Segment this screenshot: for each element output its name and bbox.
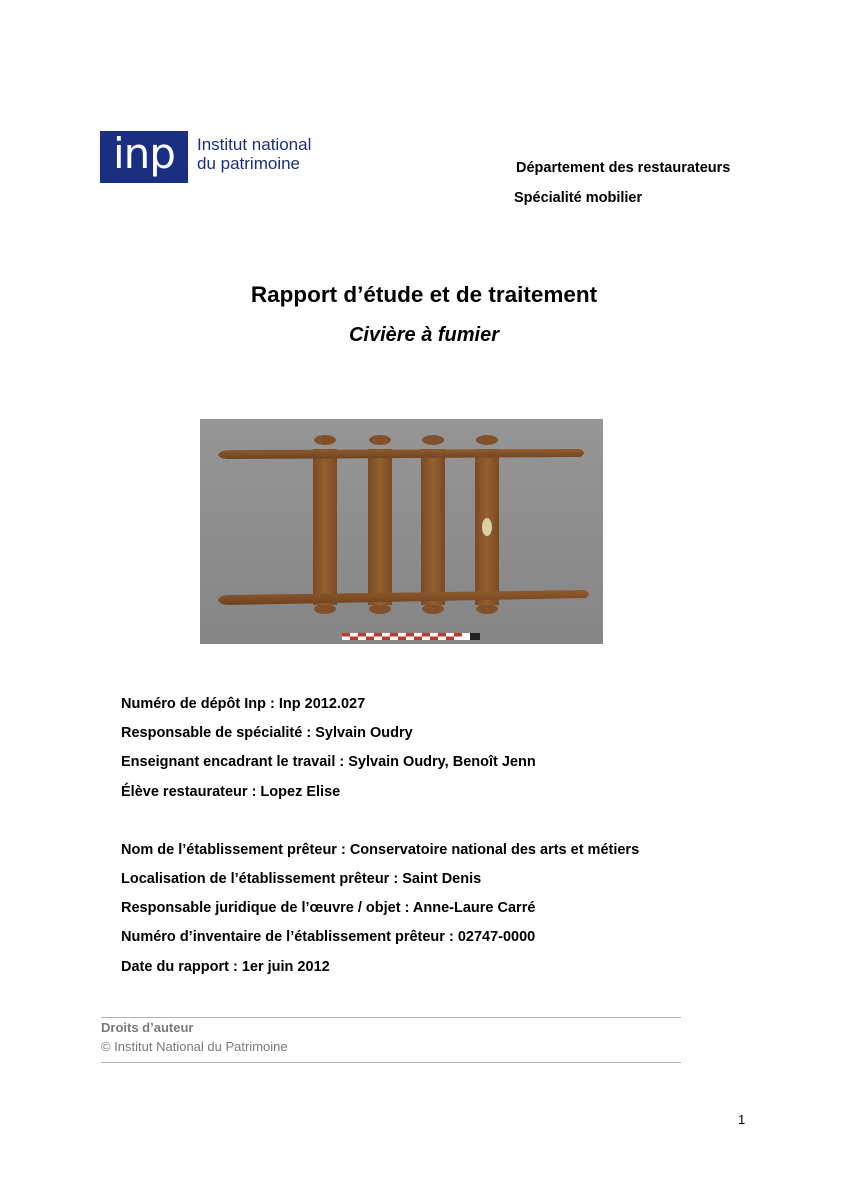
speciality-manager: Responsable de spécialité : Sylvain Oudry [121, 725, 413, 742]
logo-abbrev: inp [100, 131, 188, 183]
label-patch [482, 518, 492, 536]
copyright-bottom-rule [101, 1062, 681, 1063]
inp-logo [100, 131, 311, 183]
object-photo [200, 419, 603, 644]
copyright-top-rule [101, 1017, 681, 1018]
student-restorer: Élève restaurateur : Lopez Elise [121, 783, 341, 800]
page-number: 1 [738, 1112, 746, 1127]
lender-location: Localisation de l’établissement prêteur : Saint Denis [121, 870, 482, 887]
scale-bar [342, 633, 480, 640]
logo-line-2: du patrimoine [197, 154, 301, 173]
report-date: Date du rapport : 1er juin 2012 [121, 958, 330, 975]
report-details [121, 695, 639, 987]
logo-line-1: Institut national [197, 135, 312, 154]
report-subtitle: Civière à fumier [348, 324, 500, 346]
logo-wordmark [197, 135, 311, 173]
copyright-heading: Droits d’auteur [101, 1020, 194, 1035]
lender-name: Nom de l’établissement prêteur : Conservatoire national des arts et métiers [121, 841, 640, 858]
copyright-text: © Institut National du Patrimoine [101, 1039, 288, 1054]
legal-officer: Responsable juridique de l’œuvre / objet : Anne-Laure Carré [121, 900, 536, 917]
deposit-number: Numéro de dépôt Inp : Inp 2012.027 [121, 696, 366, 712]
inventory-number: Numéro d’inventaire de l’établissement prêteur : 02747-0000 [121, 929, 536, 946]
speciality-label: Spécialité mobilier [514, 190, 643, 206]
department-label: Département des restaurateurs [516, 160, 731, 176]
supervising-teachers: Enseignant encadrant le travail : Sylvain Oudry, Benoît Jenn [121, 754, 536, 771]
report-title: Rapport d’étude et de traitement [250, 282, 598, 307]
